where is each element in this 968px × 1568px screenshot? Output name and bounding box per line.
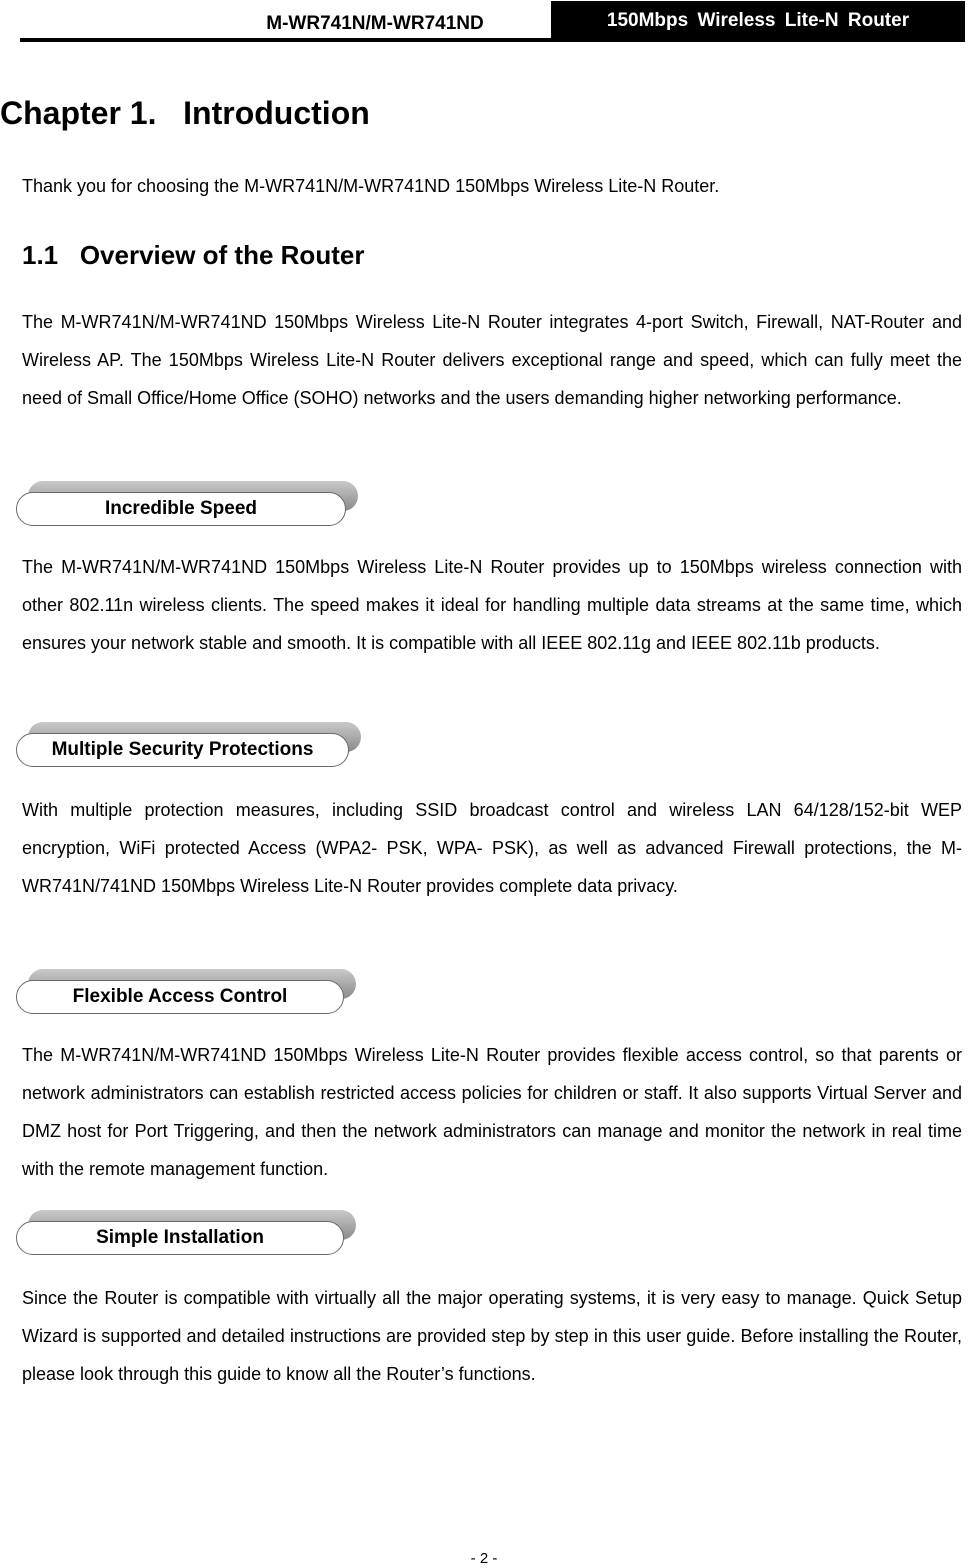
feature-heading-badge <box>16 969 361 1015</box>
feature-heading-badge <box>16 1210 361 1256</box>
feature-heading-badge <box>16 481 361 527</box>
intro-paragraph: Thank you for choosing the M-WR741N/M-WR741ND 150Mbps Wireless Lite-N Router. <box>22 176 720 196</box>
feature-paragraph: The M-WR741N/M-WR741ND 150Mbps Wireless Lite-N Router provides up to 150Mbps wireless connection with other 802.11n wireless clients. The speed makes it ideal for handling multiple data streams at the same time, which ensures your network stable and smooth. It is compatible with all IEEE 802.11g and IEEE 802.11b products. <box>22 557 962 653</box>
feature-heading-badge <box>16 722 361 768</box>
feature-paragraph: The M-WR741N/M-WR741ND 150Mbps Wireless Lite-N Router provides flexible access control, so that parents or network administrators can establish restricted access policies for children or staff. It also supports Virtual Server and DMZ host for Port Triggering, and then the network administrators can manage and monitor the network in real time with the remote management function. <box>22 1045 962 1179</box>
feature-heading: Simple Installation <box>16 1221 344 1255</box>
header-rule <box>20 38 965 42</box>
page-number: - 2 - <box>470 1550 498 1567</box>
feature-heading: Multiple Security Protections <box>16 733 349 767</box>
header-model-name: M-WR741N/M-WR741ND <box>266 13 484 34</box>
feature-paragraph: Since the Router is compatible with virtually all the major operating systems, it is very easy to manage. Quick Setup Wizard is supported and detailed instructions are provided step by step in this user guide. Before installing the Router, please look through this guide to know all the Router’s functions. <box>22 1288 962 1384</box>
overview-paragraph: The M-WR741N/M-WR741ND 150Mbps Wireless Lite-N Router integrates 4-port Switch, Firewall, NAT-Router and Wireless AP. The 150Mbps Wireless Lite-N Router delivers exceptional range and speed, which can fully meet the need of Small Office/Home Office (SOHO) networks and the users demanding higher networking performance. <box>22 312 962 408</box>
section-title: 1.1 Overview of the Router <box>22 240 365 270</box>
feature-heading: Flexible Access Control <box>16 980 344 1014</box>
chapter-title: Chapter 1. Introduction <box>0 95 370 131</box>
feature-heading: Incredible Speed <box>16 492 346 526</box>
header-product-name: 150Mbps Wireless Lite-N Router <box>551 1 965 41</box>
feature-paragraph: With multiple protection measures, including SSID broadcast control and wireless LAN 64/128/152-bit WEP encryption, WiFi protected Access (WPA2- PSK, WPA- PSK), as well as advanced Firewall protections, the M-WR741N/741ND 150Mbps Wireless Lite-N Router provides complete data privacy. <box>22 800 962 896</box>
